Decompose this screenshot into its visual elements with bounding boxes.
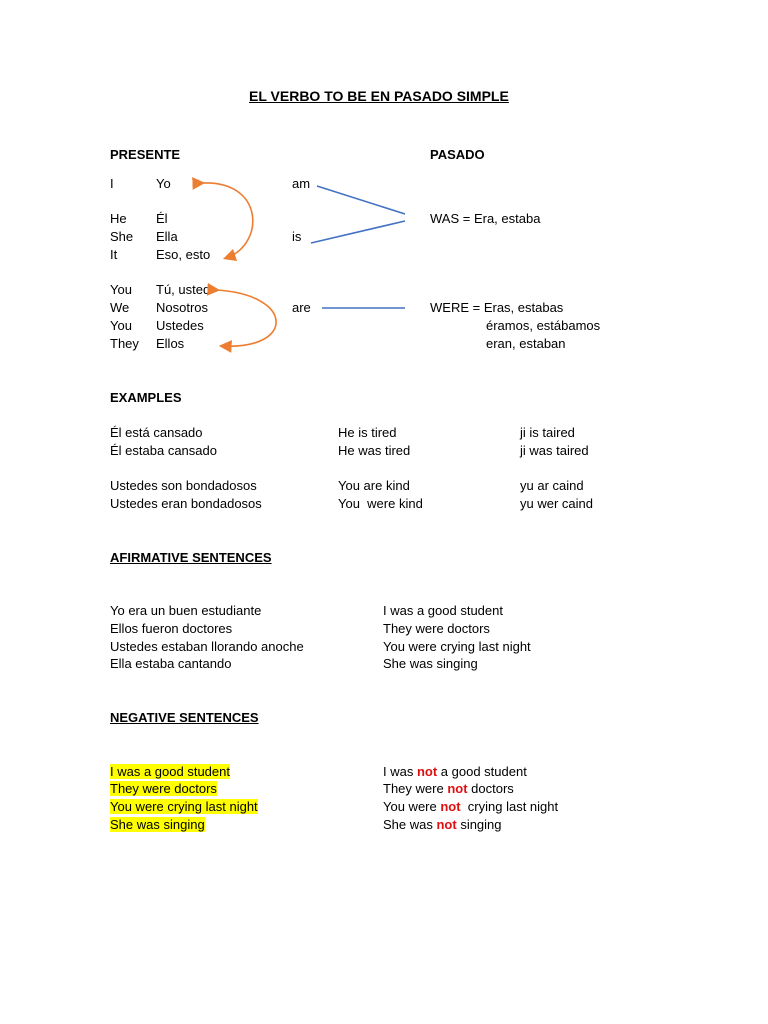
pasado-heading: PASADO bbox=[430, 147, 485, 162]
pronoun-es-el: Él bbox=[156, 211, 168, 226]
past-were: WERE = Eras, estabas bbox=[430, 300, 564, 315]
affirmative-en: I was a good student bbox=[383, 603, 503, 618]
affirmative-es: Ella estaba cantando bbox=[110, 656, 232, 671]
not-word: not bbox=[436, 817, 457, 832]
example-pron: ji was taired bbox=[520, 443, 589, 458]
negative-source-highlighted: I was a good student bbox=[110, 764, 230, 779]
example-pron: yu ar caind bbox=[520, 478, 584, 493]
example-en: He is tired bbox=[338, 425, 397, 440]
pronoun-en-it: It bbox=[110, 247, 118, 262]
example-es: Él estaba cansado bbox=[110, 443, 217, 458]
negative-sentence: You were not crying last night bbox=[383, 799, 559, 814]
pronoun-en-you-plural: You bbox=[110, 318, 132, 333]
example-es: Ustedes son bondadosos bbox=[110, 478, 257, 493]
pronoun-es-ella: Ella bbox=[156, 229, 178, 244]
example-en: You are kind bbox=[338, 478, 410, 493]
negative-source-highlighted: She was singing bbox=[110, 817, 205, 832]
negative-source-highlighted: You were crying last night bbox=[110, 799, 258, 814]
example-en: He was tired bbox=[338, 443, 411, 458]
affirmative-es: Ustedes estaban llorando anoche bbox=[110, 639, 304, 654]
affirmative-en: They were doctors bbox=[383, 621, 490, 636]
not-word: not bbox=[440, 799, 461, 814]
examples-heading: EXAMPLES bbox=[110, 390, 182, 405]
past-was: WAS = Era, estaba bbox=[430, 211, 541, 226]
connector-diagram bbox=[0, 0, 768, 400]
verb-is: is bbox=[292, 229, 302, 244]
affirmative-heading: AFIRMATIVE SENTENCES bbox=[110, 550, 272, 565]
pronoun-es-tu: Tú, usted bbox=[156, 282, 211, 297]
verb-am: am bbox=[292, 176, 311, 191]
affirmative-en: She was singing bbox=[383, 656, 478, 671]
negative-heading: NEGATIVE SENTENCES bbox=[110, 710, 259, 725]
example-pron: yu wer caind bbox=[520, 496, 593, 511]
presente-heading: PRESENTE bbox=[110, 147, 181, 162]
page-title: EL VERBO TO BE EN PASADO SIMPLE bbox=[249, 88, 509, 104]
curved-arrow-singular-icon bbox=[202, 183, 253, 258]
negative-sentence: She was not singing bbox=[383, 817, 502, 832]
affirmative-es: Ellos fueron doctores bbox=[110, 621, 233, 636]
example-pron: ji is taired bbox=[520, 425, 575, 440]
line-am-was bbox=[317, 186, 405, 214]
pronoun-es-yo: Yo bbox=[156, 176, 171, 191]
pronoun-es-ustedes: Ustedes bbox=[156, 318, 204, 333]
affirmative-en: You were crying last night bbox=[383, 639, 531, 654]
pronoun-es-nosotros: Nosotros bbox=[156, 300, 209, 315]
example-es: Ustedes eran bondadosos bbox=[110, 496, 262, 511]
example-es: Él está cansado bbox=[110, 425, 203, 440]
pronoun-en-he: He bbox=[110, 211, 127, 226]
curved-arrow-plural-icon bbox=[217, 290, 276, 346]
pronoun-en-i: I bbox=[110, 176, 114, 191]
not-word: not bbox=[416, 764, 438, 779]
example-en: You were kind bbox=[338, 496, 423, 511]
not-word: not bbox=[447, 781, 468, 796]
verb-are: are bbox=[292, 300, 311, 315]
pronoun-en-she: She bbox=[110, 229, 134, 244]
pronoun-en-they: They bbox=[110, 336, 139, 351]
pronoun-en-you: You bbox=[110, 282, 132, 297]
pronoun-es-eso: Eso, esto bbox=[156, 247, 211, 262]
past-were-line2: éramos, estábamos bbox=[486, 318, 601, 333]
affirmative-es: Yo era un buen estudiante bbox=[110, 603, 262, 618]
past-were-line3: eran, estaban bbox=[486, 336, 566, 351]
negative-sentence: I was not a good student bbox=[383, 764, 527, 779]
pronoun-en-we: We bbox=[110, 300, 130, 315]
negative-source-highlighted: They were doctors bbox=[110, 781, 217, 796]
pronoun-es-ellos: Ellos bbox=[156, 336, 185, 351]
negative-sentence: They were not doctors bbox=[383, 781, 514, 796]
line-is-was bbox=[311, 221, 405, 243]
